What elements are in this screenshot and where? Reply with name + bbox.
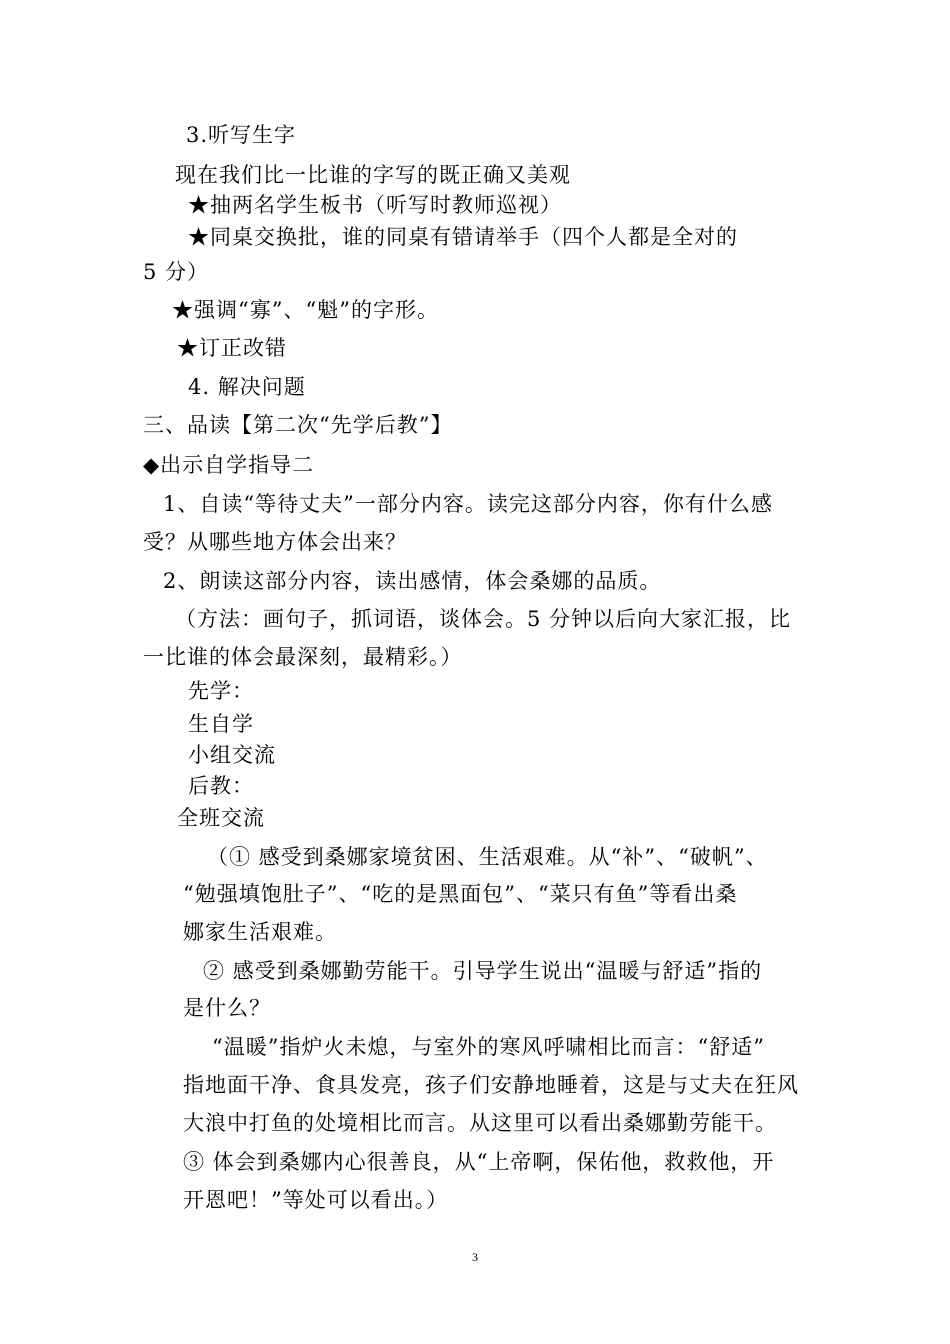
text-line-method-cont: 一比谁的体会最深刻，最精彩。） (143, 645, 463, 669)
text-line-class-discussion: 全班交流 (177, 806, 265, 830)
text-line-peer-check: ★同桌交换批，谁的同桌有错请举手（四个人都是全对的 (188, 225, 738, 249)
text-line-compare-writing: 现在我们比一比谁的字写的既正确又美观 (175, 163, 571, 187)
text-line-warmth-cont: 指地面干净、食具发亮，孩子们安静地睡着，这是与丈夫在狂风 (183, 1073, 799, 1097)
text-line-point-2: ② 感受到桑娜勤劳能干。引导学生说出“温暖与舒适”指的 (203, 959, 763, 983)
text-line-board-writing: ★抽两名学生板书（听写时教师巡视） (188, 193, 562, 217)
text-line-point-3-cont: 开恩吧！”等处可以看出。） (183, 1188, 449, 1212)
text-line-dictation-heading: 3.听写生字 (186, 123, 297, 147)
text-line-point-2-cont: 是什么？ (183, 996, 271, 1020)
text-line-learn-first: 先学： (188, 679, 254, 703)
text-line-solve-problems: 4. 解决问题 (188, 375, 306, 399)
text-line-item-2: 2、朗读这部分内容，读出感情，体会桑娜的品质。 (163, 569, 662, 593)
text-line-correct-errors: ★订正改错 (177, 336, 287, 360)
section-heading-part-three: 三、品读【第二次“先学后教”】 (143, 413, 453, 437)
text-line-item-1: 1、自读“等待丈夫”一部分内容。读完这部分内容，你有什么感 (163, 492, 773, 516)
text-line-guidance-two: ◆出示自学指导二 (143, 453, 315, 477)
text-line-point-1-end: 娜家生活艰难。 (183, 920, 337, 944)
text-line-warmth-end: 大浪中打鱼的处境相比而言。从这里可以看出桑娜勤劳能干。 (183, 1111, 777, 1135)
text-line-method: （方法：画句子，抓词语，谈体会。5 分钟以后向大家汇报，比 (175, 607, 792, 631)
text-line-teach-after: 后教： (188, 774, 254, 798)
text-line-peer-check-cont: 5 分） (143, 260, 210, 284)
text-line-item-1-cont: 受？从哪些地方体会出来？ (143, 530, 407, 554)
page-number: 3 (472, 1250, 478, 1264)
text-line-point-1-cont: “勉强填饱肚子”、“吃的是黑面包”、“菜只有鱼”等看出桑 (183, 882, 738, 906)
text-line-group-discussion: 小组交流 (188, 743, 276, 767)
text-line-warmth: “温暖”指炉火未熄，与室外的寒风呼啸相比而言：“舒适” (212, 1035, 765, 1059)
text-line-point-3: ③ 体会到桑娜内心很善良，从“上帝啊，保佑他，救救他，开 (183, 1150, 775, 1174)
text-line-emphasize-glyphs: ★强调“寡”、“魁”的字形。 (172, 298, 439, 322)
text-line-self-study: 生自学 (188, 712, 254, 736)
text-line-point-1: （① 感受到桑娜家境贫困、生活艰难。从“补”、“破帆”、 (207, 845, 768, 869)
